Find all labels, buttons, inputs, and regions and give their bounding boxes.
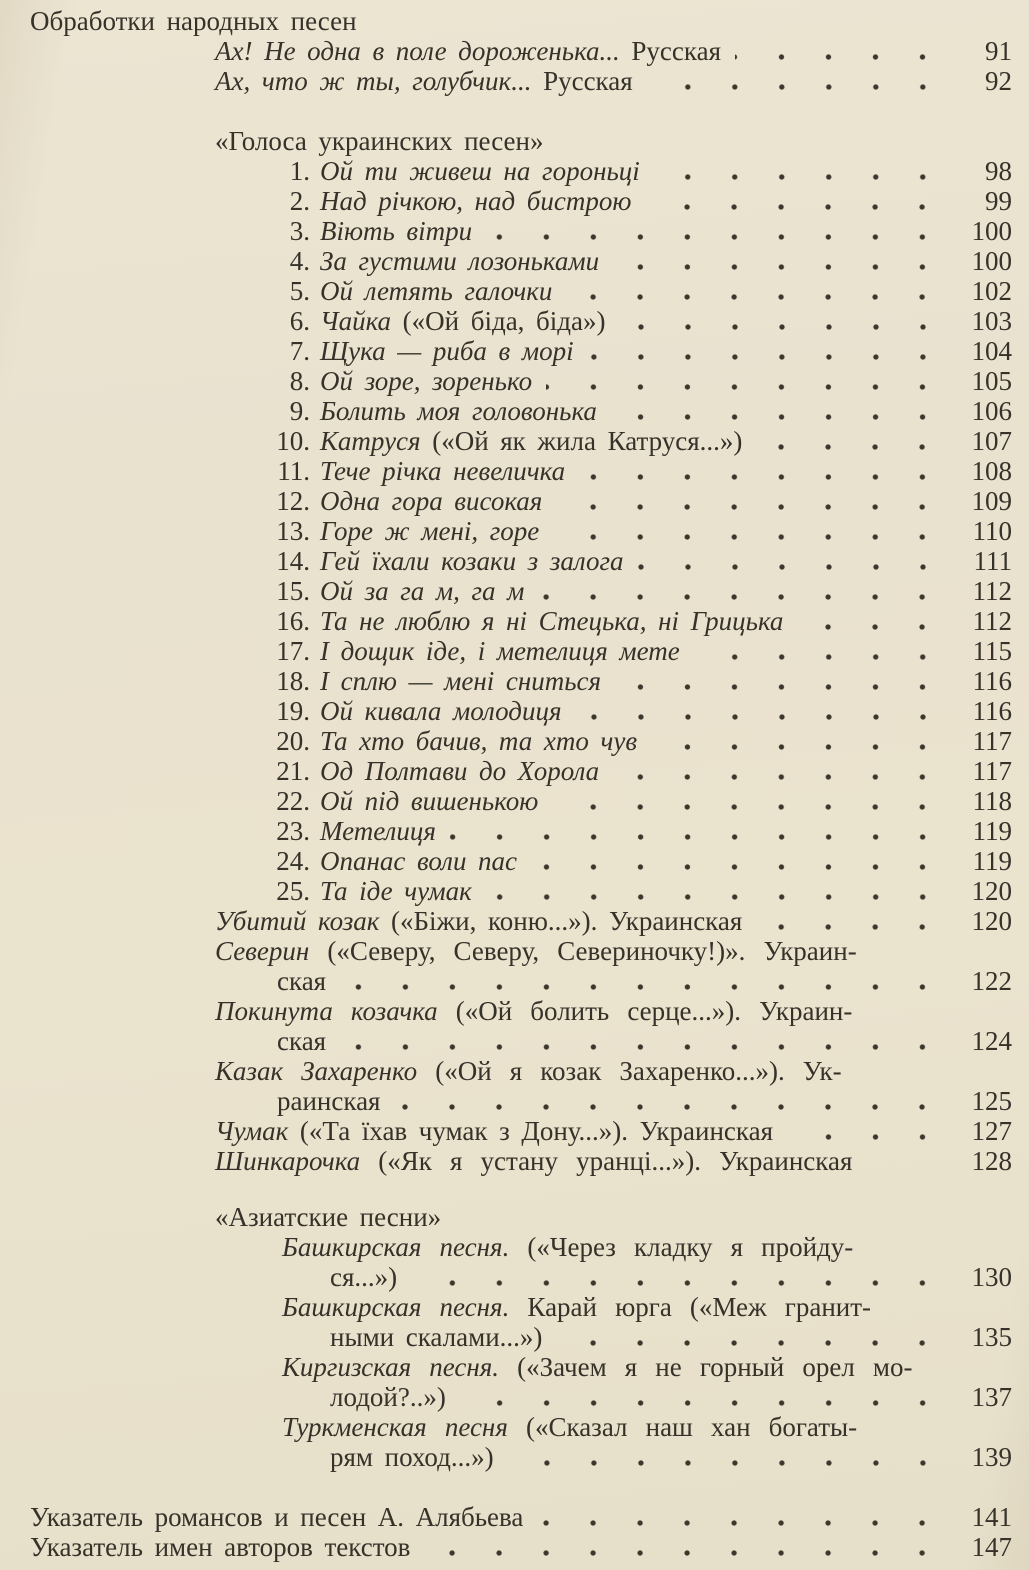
- dot-leader: [411, 1262, 950, 1292]
- toc-entry-wrapped-line: [0, 1056, 1012, 1086]
- toc-entry: [0, 216, 1012, 246]
- entry-title: [320, 396, 597, 426]
- entry-title: [215, 936, 857, 966]
- dot-leader: [546, 366, 950, 396]
- entry-title: [320, 246, 599, 276]
- entry-title-roman: («Ой болить серце...»). Украин-: [437, 996, 853, 1026]
- dot-leader: [615, 666, 950, 696]
- page-number: 111: [973, 546, 1012, 576]
- dot-leader: [651, 726, 950, 756]
- entry-title-italic: Віють вітри: [320, 216, 473, 246]
- entry-title-italic: Ах! Не одна в поле дороженька...: [215, 36, 620, 66]
- toc-entry: [0, 486, 1012, 516]
- dot-leader: [866, 1146, 950, 1176]
- entry-title-roman: Указатель романсов и песен А. Алябьева: [30, 1502, 524, 1532]
- entry-title: [320, 786, 538, 816]
- entry-title: [277, 1026, 326, 1056]
- dot-leader: [797, 606, 950, 636]
- dot-leader: [694, 636, 950, 666]
- entry-title: [215, 1202, 441, 1232]
- page-number: 100: [971, 216, 1012, 246]
- page-number: 91: [985, 36, 1012, 66]
- dot-leader: [508, 1442, 950, 1472]
- entry-title-italic: Туркменская песня: [282, 1412, 508, 1442]
- entry-title: [320, 486, 542, 516]
- toc-entry: [0, 576, 1012, 606]
- toc-entry: [0, 156, 1012, 186]
- entry-title-italic: Шинкарочка: [215, 1146, 361, 1176]
- entry-title: [282, 1412, 857, 1442]
- dot-leader: [576, 696, 950, 726]
- entry-title-italic: Киргизская песня.: [282, 1352, 500, 1382]
- toc-section-folk-arrangements: [0, 6, 1012, 96]
- dot-leader: [552, 786, 950, 816]
- entry-number: 9.: [289, 396, 310, 426]
- dot-leader: [340, 966, 950, 996]
- entry-title-italic: Одна гора високая: [320, 486, 543, 516]
- toc-entry: [0, 1322, 1012, 1352]
- toc-entry: [0, 456, 1012, 486]
- entry-title: [320, 156, 640, 186]
- entry-title-italic: Ах, что ж ты, голубчик...: [215, 66, 532, 96]
- toc-entry: [0, 276, 1012, 306]
- page-number: 118: [972, 786, 1012, 816]
- entry-title: [320, 336, 574, 366]
- dot-leader: [394, 1086, 950, 1116]
- entry-title-roman: ными скалами...»): [330, 1322, 543, 1352]
- toc-section-asian-songs: [0, 1202, 1012, 1472]
- entry-title-roman: раинская: [277, 1086, 381, 1116]
- entry-title: [215, 66, 633, 96]
- toc-entry: [0, 1146, 1012, 1176]
- entry-title-roman: «Голоса украинских песен»: [215, 126, 544, 156]
- page-number: 122: [971, 966, 1012, 996]
- page-number: 116: [972, 696, 1012, 726]
- entry-title: [320, 606, 783, 636]
- entry-title-italic: Убитий козак: [215, 906, 380, 936]
- entry-title: [215, 1056, 842, 1086]
- page-number: 128: [971, 1146, 1012, 1176]
- entry-number: 23.: [276, 816, 310, 846]
- entry-title: [282, 1352, 912, 1382]
- entry-title-roman: Указатель имен авторов текстов: [30, 1532, 411, 1562]
- toc-entry: [0, 1116, 1012, 1146]
- entry-number: 15.: [276, 576, 310, 606]
- entry-title-italic: Покинута козачка: [215, 996, 438, 1026]
- entry-number: 13.: [276, 516, 310, 546]
- dot-leader: [787, 1116, 950, 1146]
- entry-title-italic: Казак Захаренко: [215, 1056, 418, 1086]
- entry-title-roman: («Северу, Северу, Севериночку!)». Украин-: [309, 936, 857, 966]
- toc-entry: [0, 1086, 1012, 1116]
- dot-leader: [579, 456, 950, 486]
- entry-title-italic: Ой летять галочки: [320, 276, 553, 306]
- entry-title-roman: «Азиатские песни»: [215, 1202, 442, 1232]
- entry-title-italic: Горе ж мені, горе: [320, 516, 540, 546]
- entry-title-roman: («Як я устану уранці...»). Украинская: [360, 1146, 853, 1176]
- entry-number: 25.: [276, 876, 310, 906]
- toc-entry: [0, 876, 1012, 906]
- entry-title-italic: Та іде чумак: [320, 876, 472, 906]
- page-number: 119: [972, 816, 1012, 846]
- toc-entry: [0, 336, 1012, 366]
- entry-title-italic: Над річкою, над бистрою: [320, 186, 632, 216]
- dot-leader: [613, 756, 950, 786]
- dot-leader: [460, 1382, 950, 1412]
- toc-entry: [0, 246, 1012, 276]
- page-number: 112: [972, 576, 1012, 606]
- page-number: 139: [971, 1442, 1012, 1472]
- page-number: 109: [971, 486, 1012, 516]
- toc-entry: [0, 1502, 1012, 1532]
- entry-title: [320, 456, 565, 486]
- toc-entry: [0, 306, 1012, 336]
- toc-entry-wrapped-line: [0, 1232, 1012, 1262]
- entry-number: 17.: [276, 636, 310, 666]
- entry-title-italic: Чайка: [320, 306, 392, 336]
- page-number: 124: [971, 1026, 1012, 1056]
- toc-entry: [0, 186, 1012, 216]
- toc-entry: [0, 66, 1012, 96]
- entry-title-roman: ся...»): [330, 1262, 398, 1292]
- page-number: 108: [971, 456, 1012, 486]
- dot-leader: [537, 1502, 950, 1532]
- entry-title-italic: Щука — риба в морі: [320, 336, 574, 366]
- dot-leader: [613, 246, 950, 276]
- entry-title: [320, 576, 524, 606]
- page-number: 105: [971, 366, 1012, 396]
- entry-title: [320, 666, 601, 696]
- entry-title-roman: ская: [277, 966, 327, 996]
- entry-title-italic: Опанас воли пас: [320, 846, 518, 876]
- entry-title-roman: ская: [277, 1026, 327, 1056]
- toc-entry: [0, 1382, 1012, 1412]
- entry-number: 1.: [289, 156, 310, 186]
- entry-number: 10.: [276, 426, 310, 456]
- entry-title-roman: («Біжи, коню...»). Украинская: [379, 906, 743, 936]
- dot-leader: [556, 1322, 950, 1352]
- dot-leader: [553, 516, 950, 546]
- entry-title: [30, 1502, 523, 1532]
- entry-title-italic: Чумак: [215, 1116, 289, 1146]
- entry-number: 7.: [289, 336, 310, 366]
- entry-number: 24.: [276, 846, 310, 876]
- entry-title: [320, 726, 637, 756]
- entry-title-italic: Катруся: [320, 426, 421, 456]
- page-number: 137: [971, 1382, 1012, 1412]
- entry-title: [320, 366, 532, 396]
- page-number: 147: [971, 1532, 1012, 1562]
- page-number: 127: [971, 1116, 1012, 1146]
- entry-title: [215, 996, 852, 1026]
- page-number: 103: [971, 306, 1012, 336]
- entry-number: 21.: [276, 756, 310, 786]
- dot-leader: [556, 486, 950, 516]
- toc-entry: [0, 426, 1012, 456]
- page-number: 106: [971, 396, 1012, 426]
- toc-section-indexes: [0, 1502, 1012, 1562]
- entry-title: [277, 1086, 380, 1116]
- dot-leader: [486, 216, 950, 246]
- toc-entry-wrapped-line: [0, 936, 1012, 966]
- entry-title: [320, 216, 472, 246]
- toc-entry-wrapped-line: [0, 1292, 1012, 1322]
- toc-entry: [0, 516, 1012, 546]
- page-number: 116: [972, 666, 1012, 696]
- entry-number: 4.: [289, 246, 310, 276]
- entry-title: [282, 1292, 871, 1322]
- entry-title-italic: Башкирская песня.: [282, 1292, 510, 1322]
- entry-title-roman: («Сказал наш хан богаты-: [507, 1412, 858, 1442]
- toc-entry: [0, 756, 1012, 786]
- toc-entry: [0, 1026, 1012, 1056]
- entry-title: [320, 186, 631, 216]
- dot-leader: [620, 306, 951, 336]
- toc-entry: [0, 1262, 1012, 1292]
- toc-entry: [0, 726, 1012, 756]
- entry-title-roman: («Через кладку я пройду-: [509, 1232, 854, 1262]
- entry-title: [215, 36, 721, 66]
- entry-title-italic: Ой за га м, га м: [320, 576, 525, 606]
- toc-entry: [0, 816, 1012, 846]
- entry-title: [320, 546, 624, 576]
- entry-title: [215, 1146, 852, 1176]
- page-number: 112: [972, 606, 1012, 636]
- entry-title-italic: І сплю — мені сниться: [320, 666, 602, 696]
- toc-entry: [0, 966, 1012, 996]
- entry-title-italic: І дощик іде, і метелиця мете: [320, 636, 680, 666]
- toc-entry: [0, 606, 1012, 636]
- entry-title-roman: рям поход...»): [330, 1442, 494, 1472]
- entry-title-italic: За густими лозоньками: [320, 246, 600, 276]
- entry-number: 16.: [276, 606, 310, 636]
- toc-heading: [0, 6, 1012, 36]
- entry-title-roman: («Зачем я не горный орел мо-: [499, 1352, 913, 1382]
- entry-title-italic: Гей їхали козаки з залога: [320, 546, 624, 576]
- entry-title-italic: Ой під вишенькою: [320, 786, 539, 816]
- entry-number: 5.: [289, 276, 310, 306]
- entry-title-italic: Та хто бачив, та хто чув: [320, 726, 638, 756]
- toc-entry: [0, 546, 1012, 576]
- entry-title-italic: Тече річка невеличка: [320, 456, 566, 486]
- entry-title-italic: Од Полтави до Хорола: [320, 756, 600, 786]
- page-number: 107: [971, 426, 1012, 456]
- page-number: 98: [985, 156, 1012, 186]
- entry-title-roman: («Ой я козак Захаренко...»). Ук-: [417, 1056, 842, 1086]
- entry-title-roman: («Та їхав чумак з Дону...»). Украинская: [288, 1116, 774, 1146]
- entry-number: 12.: [276, 486, 310, 516]
- entry-number: 18.: [276, 666, 310, 696]
- entry-title-italic: Болить моя головонька: [320, 396, 597, 426]
- toc-heading: [0, 126, 1012, 156]
- entry-number: 3.: [289, 216, 310, 246]
- dot-leader: [654, 156, 950, 186]
- toc-section-ukrainian-songs: [0, 126, 1012, 1176]
- dot-leader: [756, 906, 950, 936]
- toc-entry-wrapped-line: [0, 996, 1012, 1026]
- entry-title-roman: («Ой біда, біда»): [391, 306, 606, 336]
- page-number: 115: [972, 636, 1012, 666]
- page-number: 141: [971, 1502, 1012, 1532]
- entry-title: [320, 276, 552, 306]
- entry-number: 11.: [277, 456, 310, 486]
- page-number: 104: [971, 336, 1012, 366]
- dot-leader: [611, 396, 950, 426]
- entry-title: [320, 756, 599, 786]
- entry-title: [320, 306, 606, 336]
- dot-leader: [340, 1026, 950, 1056]
- entry-title-italic: Метелиця: [320, 816, 436, 846]
- toc-entry: [0, 666, 1012, 696]
- entry-title: [277, 966, 326, 996]
- dot-leader: [566, 276, 950, 306]
- toc-entry-wrapped-line: [0, 1352, 1012, 1382]
- entry-title: [30, 6, 357, 36]
- toc-entry: [0, 906, 1012, 936]
- entry-title-roman: Русская: [531, 66, 633, 96]
- entry-title: [320, 516, 539, 546]
- entry-number: 2.: [289, 186, 310, 216]
- entry-title-italic: Ой ти живеш на гороньці: [320, 156, 640, 186]
- entry-title-italic: Башкирская песня.: [282, 1232, 510, 1262]
- toc-entry: [0, 36, 1012, 66]
- entry-title: [330, 1442, 494, 1472]
- toc-entry: [0, 1442, 1012, 1472]
- page-number: 117: [972, 726, 1012, 756]
- toc-entry: [0, 696, 1012, 726]
- entry-title: [320, 426, 742, 456]
- entry-number: 6.: [289, 306, 310, 336]
- entry-title-roman: («Ой як жила Катруся...»): [420, 426, 743, 456]
- dot-leader: [756, 426, 950, 456]
- entry-title-italic: Ой зоре, зоренько: [320, 366, 533, 396]
- entry-title: [330, 1262, 397, 1292]
- dot-leader: [588, 336, 950, 366]
- toc-entry-wrapped-line: [0, 1412, 1012, 1442]
- page-number: 99: [985, 186, 1012, 216]
- dot-leader: [424, 1532, 950, 1562]
- entry-title: [282, 1232, 853, 1262]
- page-number: 100: [971, 246, 1012, 276]
- page-number: 125: [971, 1086, 1012, 1116]
- page-number: 110: [972, 516, 1012, 546]
- entry-title: [215, 1116, 773, 1146]
- entry-title-italic: Та не люблю я ні Стецька, ні Грицька: [320, 606, 784, 636]
- entry-title-roman: Карай юрга («Меж гранит-: [509, 1292, 872, 1322]
- entry-title: [320, 846, 517, 876]
- dot-leader: [531, 846, 950, 876]
- toc-entry: [0, 366, 1012, 396]
- entry-number: 8.: [289, 366, 310, 396]
- toc-entry: [0, 396, 1012, 426]
- entry-title: [215, 126, 543, 156]
- toc-entry: [0, 636, 1012, 666]
- entry-title: [215, 906, 742, 936]
- entry-title: [320, 876, 472, 906]
- page-number: 117: [972, 756, 1012, 786]
- toc-entry: [0, 786, 1012, 816]
- toc-heading: [0, 1202, 1012, 1232]
- entry-number: 20.: [276, 726, 310, 756]
- page-number: 135: [971, 1322, 1012, 1352]
- dot-leader: [735, 36, 950, 66]
- page-number: 130: [971, 1262, 1012, 1292]
- entry-number: 14.: [276, 546, 310, 576]
- toc-entry: [0, 846, 1012, 876]
- page-number: 119: [972, 846, 1012, 876]
- entry-title: [320, 636, 680, 666]
- dot-leader: [645, 186, 950, 216]
- dot-leader: [638, 546, 951, 576]
- page-number: 92: [985, 66, 1012, 96]
- page-number: 120: [971, 906, 1012, 936]
- entry-title-italic: Ой кивала молодиця: [320, 696, 562, 726]
- dot-leader: [538, 576, 950, 606]
- entry-title: [320, 816, 436, 846]
- entry-title: [330, 1322, 542, 1352]
- entry-number: 19.: [276, 696, 310, 726]
- page-number: 102: [971, 276, 1012, 306]
- entry-title-italic: Северин: [215, 936, 310, 966]
- dot-leader: [647, 66, 950, 96]
- entry-title-roman: Русская: [619, 36, 722, 66]
- dot-leader: [486, 876, 950, 906]
- dot-leader: [450, 816, 950, 846]
- entry-title: [330, 1382, 446, 1412]
- page-number: 120: [971, 876, 1012, 906]
- entry-title-roman: Обработки народных песен: [30, 6, 357, 36]
- entry-number: 22.: [276, 786, 310, 816]
- entry-title: [320, 696, 562, 726]
- toc-entry: [0, 1532, 1012, 1562]
- entry-title-roman: лодой?..»): [330, 1382, 446, 1412]
- entry-title: [30, 1532, 410, 1562]
